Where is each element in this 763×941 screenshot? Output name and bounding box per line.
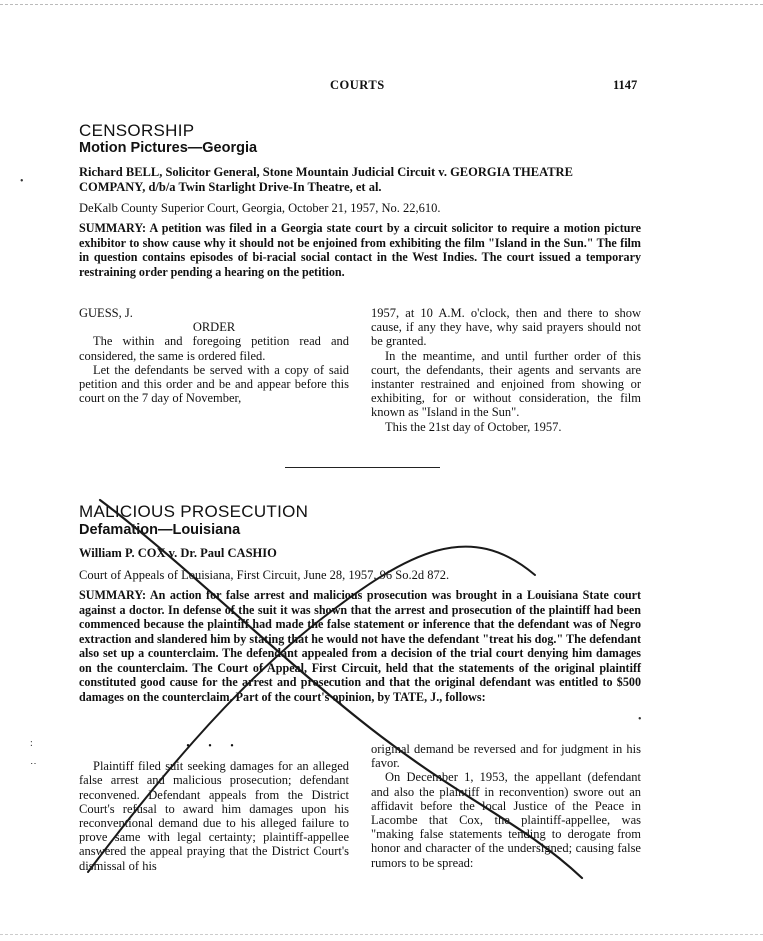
section-title-censorship: CENSORSHIP [79,121,195,140]
case-summary [79,588,641,704]
margin-dot: • [638,714,642,725]
opinion-paragraph: This the 21st day of October, 1957. [385,419,562,434]
opinion-paragraph: On December 1, 1953, the appellant (defendant and also the plaintiff in reconvention) swore out an affidavit before the local Justice of the Peace in Lacombe that Cox, the plaintiff-appellee, was "making false statements tending to derogate from honor and character of the undersigned; causing false rumors to be spread: [371,770,641,870]
running-head-title: COURTS [330,78,385,92]
opinion-paragraph: The within and foregoing petition read and considered, the same is ordered filed. [79,334,349,363]
ellipsis-marker: • • • [186,741,242,752]
scan-edge-bottom [0,934,763,935]
opinion-paragraph: Plaintiff filed suit seeking damages for an alleged false arrest and malicious prosecution; defendant reconvened. Defendant appeals from the District Court's refusal to award him damages upon his reconventional demand due to his alleged failure to prove same with legal certainty; plaintiff-appellee answered the appeal praying that the District Court's dismissal of his [79,759,349,873]
case-parties: Richard BELL, Solicitor General, Stone Mountain Judicial Circuit v. GEORGIA THEATRE COMPANY, d/b/a Twin Starlight Drive-In Theatre, et al. [79,165,573,194]
summary-text: A petition was filed in a Georgia state court by a circuit solicitor to require a motion picture exhibitor to show cause why it should not be enjoined from exhibiting the film "Island in the Sun." The film in question contains episodes of bi-racial social contact in the West Indies. The court issued a temporary restraining order pending a hearing on the petition. [79,221,641,279]
court-citation: DeKalb County Superior Court, Georgia, October 21, 1957, No. 22,610. [79,201,441,215]
subsection-title-defamation: Defamation—Louisiana [79,522,241,538]
order-heading: ORDER [192,320,236,335]
page-number: 1147 [613,78,638,92]
margin-dot: : [30,738,33,749]
opinion-paragraph: original demand be reversed and for judgment in his favor. [371,742,641,771]
summary-label: SUMMARY: [79,588,146,602]
opinion-paragraph: 1957, at 10 A.M. o'clock, then and there to show cause, if any they have, why said prayers should not be granted. [371,306,641,349]
opinion-left-column [79,306,349,405]
scan-edge-top [0,4,763,5]
opinion-right-column [371,306,641,434]
court-citation: Court of Appeals of Louisiana, First Circuit, June 28, 1957, 96 So.2d 872. [79,568,450,582]
summary-label: SUMMARY: [79,221,146,235]
judge-name: GUESS, J. [79,306,133,320]
subsection-title-motion-pictures: Motion Pictures—Georgia [79,140,258,156]
section-title-malicious-prosecution: MALICIOUS PROSECUTION [79,502,309,521]
opinion-paragraph: Let the defendants be served with a copy of said petition and this order and be and appear before this court on the 7 day of November, [79,362,349,406]
case-parties: William P. COX v. Dr. Paul CASHIO [79,546,277,560]
opinion-paragraph: In the meantime, and until further order of this court, the defendants, their agents and servants are instanter restrained and enjoined from showing or exhibiting, for or without consideration, the film known as "Island in the Sun". [371,348,641,420]
case-summary [79,221,641,279]
opinion-right-column [371,742,641,870]
margin-dot: • [20,176,24,187]
opinion-left-column [79,740,349,873]
margin-dot: ‥ [30,756,37,767]
summary-text: An action for false arrest and malicious prosecution was brought in a Louisiana State court against a doctor. In defense of the suit it was shown that the arrest and prosecution of the plaintiff had been commenced because the plaintiff had made the false statement or inference that the defendant was of Negro extraction and slandered him by stating that he would not have the defendant "treat his dog." The defendant also set up a counterclaim. The defendant appealed from a decision of the trial court denying him damages on the counterclaim. The Court of Appeal, First Circuit, held that the statements of the original plaintiff constituted good cause for the arrest and prosecution and that the original defendant was entitled to $500 damages on the counterclaim. Part of the court's opinion, by TATE, J., follows: [79,588,641,704]
section-divider [285,467,440,468]
